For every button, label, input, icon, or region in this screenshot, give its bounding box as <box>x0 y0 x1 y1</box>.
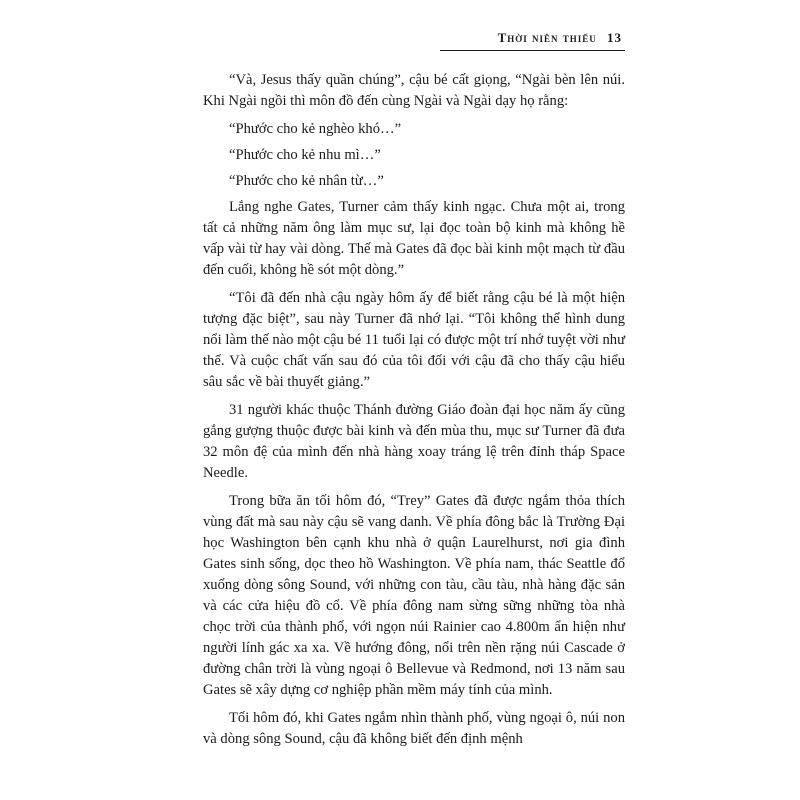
paragraph: “Tôi đã đến nhà cậu ngày hôm ấy để biết rằng cậu bé là một hiện tượng đặc biệt”, sau này Turner đã nhớ lại. “Tôi không thể hình dung nổi làm thế nào một cậu bé 11 tuổi lại có được một trí nhớ tuyệt vời như thế. Và cuộc chất vấn sau đó của tôi đối với cậu đã cho thấy cậu hiểu sâu sắc về bài thuyết giảng.” <box>203 290 625 390</box>
page-number: 13 <box>607 30 622 45</box>
running-header <box>498 30 622 46</box>
chapter-title: Thời niên thiếu <box>497 30 597 45</box>
body-text <box>203 70 625 757</box>
paragraph: 31 người khác thuộc Thánh đường Giáo đoàn đại học năm ấy cũng gắng gượng thuộc được bài kinh và đến mùa thu, mục sư Turner đã đưa 32 môn đệ của mình đến nhà hàng xoay tráng lệ trên đỉnh tháp Space Needle. <box>203 402 625 481</box>
header-rule <box>440 50 625 51</box>
paragraph: Tối hôm đó, khi Gates ngắm nhìn thành phố, vùng ngoại ô, núi non và dòng sông Sound, cậu đã không biết đến định mệnh <box>203 710 625 747</box>
quote-line: “Phước cho kẻ nhu mì…” <box>229 147 381 163</box>
paragraph: “Và, Jesus thấy quần chúng”, cậu bé cất giọng, “Ngài bèn lên núi. Khi Ngài ngồi thì môn đồ đến cùng Ngài và Ngài dạy họ rằng: <box>203 72 625 109</box>
paragraph: Trong bữa ăn tối hôm đó, “Trey” Gates đã được ngắm thỏa thích vùng đất mà sau này cậu sẽ vang danh. Về phía đông bắc là Trường Đại học Washington bên cạnh khu nhà ở quận Laurelhurst, nơi gia đình Gates sinh sống, dọc theo hồ Washington. Về phía nam, thác Seattle đổ xuống dòng sông Sound, với những con tàu, cầu tàu, nhà hàng đặc sản và các cửa hiệu đồ cổ. Về phía đông nam sừng sững những tòa nhà chọc trời của thành phố, với ngọn núi Rainier cao 4.800m ẩn hiện như người lính gác xa xa. Về hướng đông, nổi trên nền rặng núi Cascade ở đường chân trời là vùng ngoại ô Bellevue và Redmond, nơi 13 năm sau Gates sẽ xây dựng cơ nghiệp phần mềm máy tính của mình. <box>203 493 625 698</box>
quote-line: “Phước cho kẻ nghèo khó…” <box>229 121 402 137</box>
quote-line: “Phước cho kẻ nhân từ…” <box>229 173 384 189</box>
paragraph: Lắng nghe Gates, Turner cảm thấy kinh ngạc. Chưa một ai, trong tất cả những năm ông làm mục sư, lại đọc toàn bộ kinh mà không hề vấp vài từ hay vài dòng. Thế mà Gates đã đọc bài kinh một mạch từ đầu đến cuối, không hề sót một dòng.” <box>203 199 625 278</box>
